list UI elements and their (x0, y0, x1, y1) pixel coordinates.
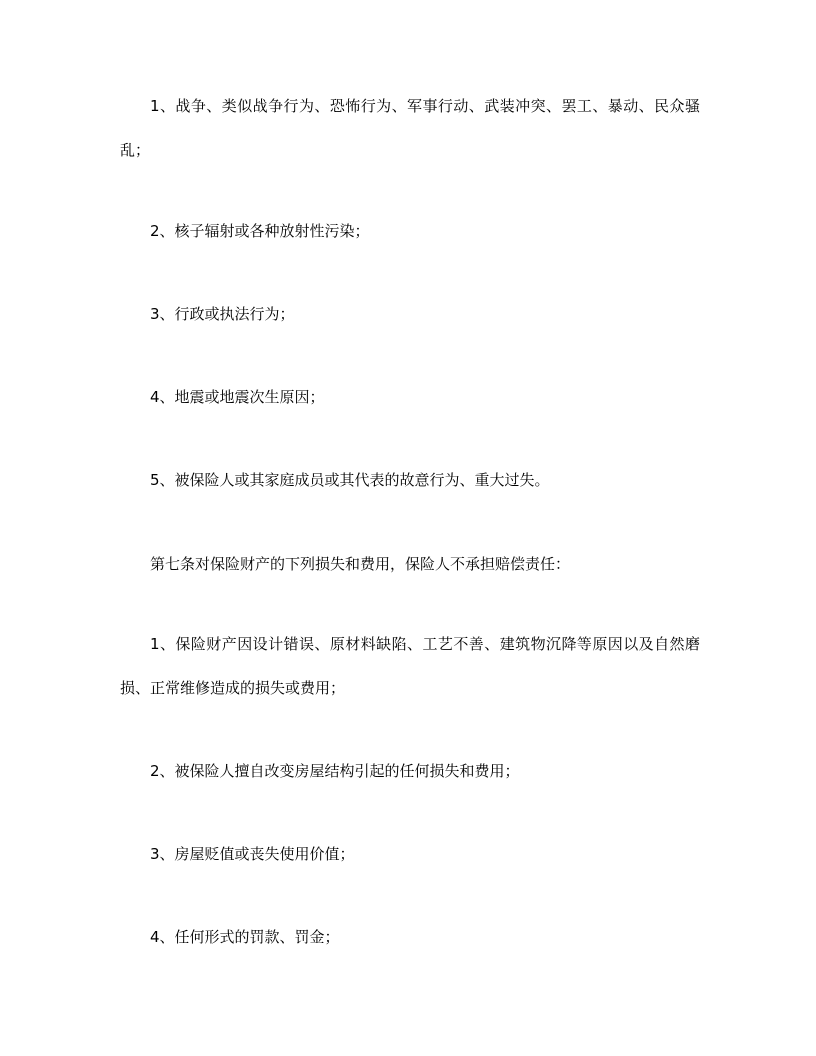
paragraph-exclusion-1: 1、战争、类似战争行为、恐怖行为、军事行动、武装冲突、罢工、暴动、民众骚乱； (120, 97, 700, 159)
paragraph-loss-1: 1、保险财产因设计错误、原材料缺陷、工艺不善、建筑物沉降等原因以及自然磨损、正常维修造成的损失或费用； (120, 635, 700, 697)
paragraph-exclusion-2: 2、核子辐射或各种放射性污染； (150, 222, 370, 240)
paragraph-exclusion-4: 4、地震或地震次生原因； (150, 388, 325, 406)
paragraph-loss-3: 3、房屋贬值或丧失使用价值； (150, 845, 355, 863)
article-seven-heading: 第七条对保险财产的下列损失和费用，保险人不承担赔偿责任： (150, 555, 571, 573)
paragraph-exclusion-3: 3、行政或执法行为； (150, 305, 295, 323)
paragraph-loss-2: 2、被保险人擅自改变房屋结构引起的任何损失和费用； (150, 762, 520, 780)
paragraph-exclusion-5: 5、被保险人或其家庭成员或其代表的故意行为、重大过失。 (150, 471, 550, 489)
paragraph-loss-4: 4、任何形式的罚款、罚金； (150, 928, 340, 946)
